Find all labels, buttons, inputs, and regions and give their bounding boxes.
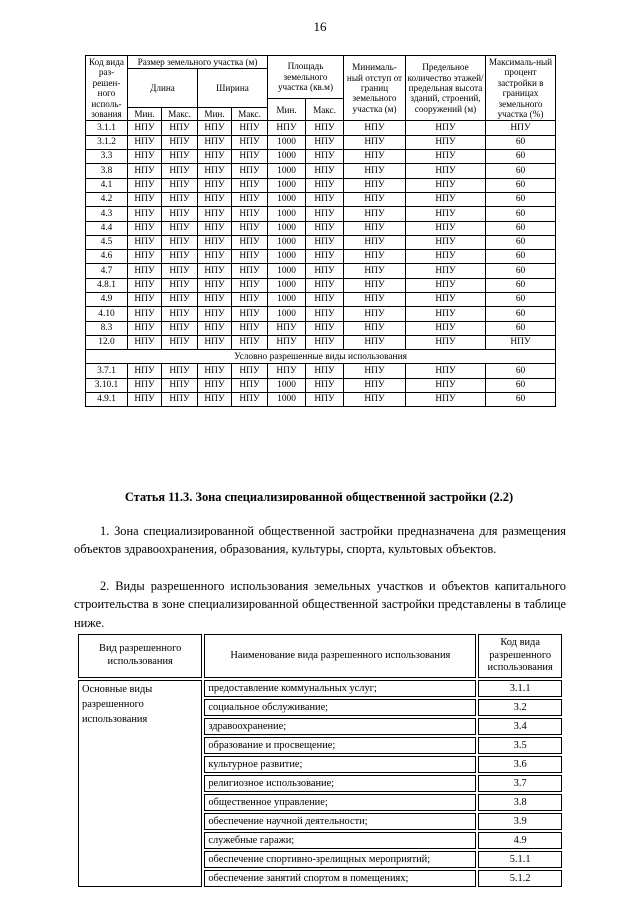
cell-length-max: НПУ [162, 121, 198, 135]
cell-width-max: НПУ [232, 221, 268, 235]
cell-floors: НПУ [406, 264, 486, 278]
land-use-parameters-table [85, 55, 556, 407]
cell-area-max: НПУ [306, 378, 344, 392]
section-divider-row [86, 350, 556, 364]
cell-length-max: НПУ [162, 192, 198, 206]
table-row [86, 135, 556, 149]
cell-use-code: 5.1.1 [478, 851, 562, 868]
cell-area-max: НПУ [306, 264, 344, 278]
header-use-name: Наименование вида разрешенного использования [204, 634, 476, 678]
cell-width-max: НПУ [232, 150, 268, 164]
cell-area-max: НПУ [306, 393, 344, 407]
cell-floors: НПУ [406, 307, 486, 321]
cell-code: 4.6 [86, 250, 128, 264]
page-number: 16 [313, 19, 327, 34]
cell-length-max: НПУ [162, 250, 198, 264]
cell-width-max: НПУ [232, 278, 268, 292]
cell-floors: НПУ [406, 221, 486, 235]
cell-use-group: Основные виды разрешенного использования [78, 680, 202, 887]
header-size: Размер земельного участка (м) [128, 56, 268, 69]
cell-area-min: 1000 [268, 178, 306, 192]
header-coverage: Максималь-ный процент застройки в границах земельного участка (%) [486, 56, 556, 121]
cell-code: 12.0 [86, 335, 128, 349]
cell-area-max: НПУ [306, 235, 344, 249]
cell-length-min: НПУ [128, 164, 162, 178]
cell-length-min: НПУ [128, 150, 162, 164]
cell-code: 4.3 [86, 207, 128, 221]
cell-code: 3.3 [86, 150, 128, 164]
cell-coverage: 60 [486, 164, 556, 178]
cell-width-min: НПУ [198, 192, 232, 206]
cell-length-max: НПУ [162, 293, 198, 307]
cell-width-min: НПУ [198, 335, 232, 349]
cell-length-min: НПУ [128, 364, 162, 378]
cell-length-min: НПУ [128, 221, 162, 235]
article-heading: Статья 11.3. Зона специализированной общественной застройки (2.2) [124, 490, 514, 504]
cell-width-max: НПУ [232, 264, 268, 278]
cell-code: 4.2 [86, 192, 128, 206]
cell-length-max: НПУ [162, 278, 198, 292]
cell-area-min: НПУ [268, 364, 306, 378]
cell-width-min: НПУ [198, 135, 232, 149]
cell-floors: НПУ [406, 364, 486, 378]
cell-setback: НПУ [344, 164, 406, 178]
cell-width-min: НПУ [198, 264, 232, 278]
header-use-kind: Вид разрешенного использования [78, 634, 202, 678]
cell-length-max: НПУ [162, 378, 198, 392]
cell-area-max: НПУ [306, 335, 344, 349]
header-area: Площадь земельного участка (кв.м) [268, 56, 344, 99]
table-row [86, 393, 556, 407]
cell-setback: НПУ [344, 235, 406, 249]
cell-use-code: 3.1.1 [478, 680, 562, 697]
cell-area-min: 1000 [268, 378, 306, 392]
cell-setback: НПУ [344, 378, 406, 392]
cell-area-max: НПУ [306, 364, 344, 378]
cell-length-max: НПУ [162, 150, 198, 164]
table-body [86, 121, 556, 407]
table-row [86, 250, 556, 264]
cell-width-min: НПУ [198, 293, 232, 307]
cell-area-min: 1000 [268, 192, 306, 206]
table-row [86, 264, 556, 278]
cell-length-min: НПУ [128, 321, 162, 335]
cell-floors: НПУ [406, 207, 486, 221]
cell-area-min: 1000 [268, 307, 306, 321]
cell-length-min: НПУ [128, 278, 162, 292]
cell-coverage: 60 [486, 192, 556, 206]
table-row [86, 178, 556, 192]
cell-floors: НПУ [406, 192, 486, 206]
table-row [86, 164, 556, 178]
cell-coverage: 60 [486, 221, 556, 235]
cell-area-max: НПУ [306, 207, 344, 221]
cell-area-min: 1000 [268, 250, 306, 264]
cell-length-min: НПУ [128, 192, 162, 206]
cell-use-name: религиозное использование; [204, 775, 476, 792]
cell-area-max: НПУ [306, 135, 344, 149]
cell-use-code: 5.1.2 [478, 870, 562, 887]
table-row [86, 121, 556, 135]
cell-coverage: 60 [486, 278, 556, 292]
table-row [86, 307, 556, 321]
cell-use-name: служебные гаражи; [204, 832, 476, 849]
cell-floors: НПУ [406, 293, 486, 307]
cell-coverage: 60 [486, 150, 556, 164]
cell-setback: НПУ [344, 121, 406, 135]
cell-length-min: НПУ [128, 307, 162, 321]
cell-width-min: НПУ [198, 150, 232, 164]
cell-coverage: 60 [486, 307, 556, 321]
cell-area-max: НПУ [306, 121, 344, 135]
cell-code: 4.5 [86, 235, 128, 249]
cell-code: 4.8.1 [86, 278, 128, 292]
header-area-max: Макс. [306, 99, 344, 121]
cell-setback: НПУ [344, 192, 406, 206]
header-length-max: Макс. [162, 108, 198, 121]
table-row [86, 378, 556, 392]
cell-floors: НПУ [406, 335, 486, 349]
cell-area-min: НПУ [268, 121, 306, 135]
cell-area-max: НПУ [306, 192, 344, 206]
table-row [86, 335, 556, 349]
table-row [86, 321, 556, 335]
cell-length-min: НПУ [128, 235, 162, 249]
header-width-max: Макс. [232, 108, 268, 121]
cell-area-max: НПУ [306, 221, 344, 235]
cell-width-min: НПУ [198, 121, 232, 135]
table-row [86, 207, 556, 221]
cell-width-max: НПУ [232, 335, 268, 349]
cell-use-code: 4.9 [478, 832, 562, 849]
cell-use-code: 3.6 [478, 756, 562, 773]
cell-area-min: 1000 [268, 293, 306, 307]
cell-use-code: 3.4 [478, 718, 562, 735]
header-length-min: Мин. [128, 108, 162, 121]
article-paragraph-2 [74, 577, 566, 632]
cell-code: 4.1 [86, 178, 128, 192]
cell-length-min: НПУ [128, 250, 162, 264]
cell-area-max: НПУ [306, 150, 344, 164]
table-row [86, 235, 556, 249]
cell-use-name: образование и просвещение; [204, 737, 476, 754]
header-use-code: Код вида разрешенного использования [478, 634, 562, 678]
paragraph-2-text: 2. Виды разрешенного использования земельных участков и объектов капитального строительства в зоне специализированной общественной застройки представлены в таблице ниже. [74, 579, 566, 630]
cell-area-min: 1000 [268, 393, 306, 407]
cell-floors: НПУ [406, 164, 486, 178]
cell-setback: НПУ [344, 335, 406, 349]
cell-area-min: 1000 [268, 235, 306, 249]
article-paragraph-1 [74, 522, 566, 559]
cell-code: 3.10.1 [86, 378, 128, 392]
cell-use-name: обеспечение научной деятельности; [204, 813, 476, 830]
cell-setback: НПУ [344, 278, 406, 292]
cell-length-min: НПУ [128, 335, 162, 349]
cell-area-min: 1000 [268, 150, 306, 164]
cell-width-max: НПУ [232, 250, 268, 264]
cell-area-min: 1000 [268, 221, 306, 235]
cell-floors: НПУ [406, 278, 486, 292]
cell-area-max: НПУ [306, 278, 344, 292]
cell-setback: НПУ [344, 264, 406, 278]
cell-width-min: НПУ [198, 378, 232, 392]
cell-length-max: НПУ [162, 235, 198, 249]
cell-length-max: НПУ [162, 393, 198, 407]
cell-setback: НПУ [344, 393, 406, 407]
cell-code: 3.7.1 [86, 364, 128, 378]
cell-area-min: НПУ [268, 321, 306, 335]
cell-area-max: НПУ [306, 164, 344, 178]
cell-width-max: НПУ [232, 364, 268, 378]
table-row [86, 293, 556, 307]
cell-length-max: НПУ [162, 164, 198, 178]
cell-width-min: НПУ [198, 321, 232, 335]
cell-width-min: НПУ [198, 207, 232, 221]
cell-coverage: НПУ [486, 121, 556, 135]
cell-width-min: НПУ [198, 364, 232, 378]
table-row [86, 192, 556, 206]
header-length: Длина [128, 69, 198, 108]
table-header [86, 56, 556, 121]
cell-length-min: НПУ [128, 135, 162, 149]
header-code: Код вида раз-решен-ного исполь-зования [86, 56, 128, 121]
header-setback: Минималь-ный отступ от границ земельного участка (м) [344, 56, 406, 121]
cell-width-max: НПУ [232, 178, 268, 192]
cell-use-name: общественное управление; [204, 794, 476, 811]
cell-setback: НПУ [344, 250, 406, 264]
cell-length-max: НПУ [162, 135, 198, 149]
cell-area-max: НПУ [306, 307, 344, 321]
cell-width-min: НПУ [198, 307, 232, 321]
header-floors: Предельное количество этажей/ предельная высота зданий, строений, сооружений (м) [406, 56, 486, 121]
cell-code: 3.1.2 [86, 135, 128, 149]
cell-coverage: 60 [486, 364, 556, 378]
cell-setback: НПУ [344, 178, 406, 192]
table-row [86, 221, 556, 235]
cell-setback: НПУ [344, 135, 406, 149]
cell-use-name: обеспечение занятий спортом в помещениях; [204, 870, 476, 887]
cell-area-max: НПУ [306, 250, 344, 264]
table-row [78, 680, 562, 697]
cell-width-max: НПУ [232, 192, 268, 206]
header-width-min: Мин. [198, 108, 232, 121]
permitted-use-table [76, 632, 564, 889]
cell-length-max: НПУ [162, 335, 198, 349]
cell-code: 4.10 [86, 307, 128, 321]
cell-length-min: НПУ [128, 378, 162, 392]
header-width: Ширина [198, 69, 268, 108]
cell-code: 4.9 [86, 293, 128, 307]
cell-width-min: НПУ [198, 164, 232, 178]
cell-setback: НПУ [344, 293, 406, 307]
cell-floors: НПУ [406, 393, 486, 407]
cell-length-min: НПУ [128, 393, 162, 407]
cell-width-min: НПУ [198, 221, 232, 235]
cell-length-max: НПУ [162, 221, 198, 235]
cell-coverage: 60 [486, 135, 556, 149]
cell-coverage: 60 [486, 293, 556, 307]
cell-use-code: 3.7 [478, 775, 562, 792]
cell-width-min: НПУ [198, 393, 232, 407]
cell-width-max: НПУ [232, 235, 268, 249]
paragraph-1-text: 1. Зона специализированной общественной застройки предназначена для размещения объектов здравоохранения, образования, культуры, спорта, культовых объектов. [74, 524, 566, 557]
cell-width-max: НПУ [232, 135, 268, 149]
cell-length-min: НПУ [128, 293, 162, 307]
cell-floors: НПУ [406, 250, 486, 264]
cell-coverage: 60 [486, 378, 556, 392]
cell-use-name: социальное обслуживание; [204, 699, 476, 716]
cell-width-max: НПУ [232, 293, 268, 307]
cell-area-max: НПУ [306, 321, 344, 335]
permitted-use-table-body [78, 680, 562, 887]
cell-width-min: НПУ [198, 178, 232, 192]
cell-length-max: НПУ [162, 321, 198, 335]
cell-use-code: 3.2 [478, 699, 562, 716]
cell-length-max: НПУ [162, 178, 198, 192]
cell-width-min: НПУ [198, 250, 232, 264]
cell-length-min: НПУ [128, 264, 162, 278]
cell-use-name: обеспечение спортивно-зрелищных мероприятий; [204, 851, 476, 868]
cell-use-name: предоставление коммунальных услуг; [204, 680, 476, 697]
permitted-use-table-header [78, 634, 562, 678]
cell-area-min: 1000 [268, 278, 306, 292]
cell-use-code: 3.9 [478, 813, 562, 830]
cell-coverage: НПУ [486, 335, 556, 349]
cell-area-max: НПУ [306, 293, 344, 307]
cell-width-max: НПУ [232, 207, 268, 221]
cell-length-min: НПУ [128, 207, 162, 221]
cell-floors: НПУ [406, 135, 486, 149]
cell-area-min: 1000 [268, 164, 306, 178]
cell-code: 4.9.1 [86, 393, 128, 407]
cell-setback: НПУ [344, 150, 406, 164]
cell-floors: НПУ [406, 150, 486, 164]
cell-width-max: НПУ [232, 378, 268, 392]
cell-coverage: 60 [486, 235, 556, 249]
table-row [86, 278, 556, 292]
cell-area-max: НПУ [306, 178, 344, 192]
table-row [86, 150, 556, 164]
cell-coverage: 60 [486, 207, 556, 221]
section-label: Условно разрешенные виды использования [86, 350, 556, 364]
cell-width-max: НПУ [232, 321, 268, 335]
cell-setback: НПУ [344, 321, 406, 335]
cell-floors: НПУ [406, 235, 486, 249]
cell-width-min: НПУ [198, 235, 232, 249]
cell-coverage: 60 [486, 321, 556, 335]
cell-floors: НПУ [406, 321, 486, 335]
cell-width-max: НПУ [232, 164, 268, 178]
cell-floors: НПУ [406, 121, 486, 135]
cell-coverage: 60 [486, 178, 556, 192]
cell-width-max: НПУ [232, 393, 268, 407]
cell-use-name: культурное развитие; [204, 756, 476, 773]
cell-code: 3.8 [86, 164, 128, 178]
header-area-min: Мин. [268, 99, 306, 121]
cell-code: 4.7 [86, 264, 128, 278]
cell-length-max: НПУ [162, 364, 198, 378]
cell-floors: НПУ [406, 378, 486, 392]
cell-area-min: 1000 [268, 264, 306, 278]
cell-width-max: НПУ [232, 307, 268, 321]
cell-area-min: НПУ [268, 335, 306, 349]
cell-length-max: НПУ [162, 307, 198, 321]
cell-setback: НПУ [344, 221, 406, 235]
cell-coverage: 60 [486, 264, 556, 278]
cell-setback: НПУ [344, 307, 406, 321]
cell-setback: НПУ [344, 207, 406, 221]
cell-setback: НПУ [344, 364, 406, 378]
cell-coverage: 60 [486, 393, 556, 407]
cell-area-min: 1000 [268, 135, 306, 149]
cell-code: 8.3 [86, 321, 128, 335]
cell-code: 3.1.1 [86, 121, 128, 135]
cell-length-min: НПУ [128, 178, 162, 192]
table-row [86, 364, 556, 378]
cell-width-max: НПУ [232, 121, 268, 135]
cell-length-max: НПУ [162, 264, 198, 278]
cell-coverage: 60 [486, 250, 556, 264]
cell-use-code: 3.5 [478, 737, 562, 754]
cell-length-min: НПУ [128, 121, 162, 135]
cell-code: 4.4 [86, 221, 128, 235]
cell-length-max: НПУ [162, 207, 198, 221]
cell-use-code: 3.8 [478, 794, 562, 811]
cell-use-name: здравоохранение; [204, 718, 476, 735]
cell-floors: НПУ [406, 178, 486, 192]
cell-width-min: НПУ [198, 278, 232, 292]
cell-area-min: 1000 [268, 207, 306, 221]
